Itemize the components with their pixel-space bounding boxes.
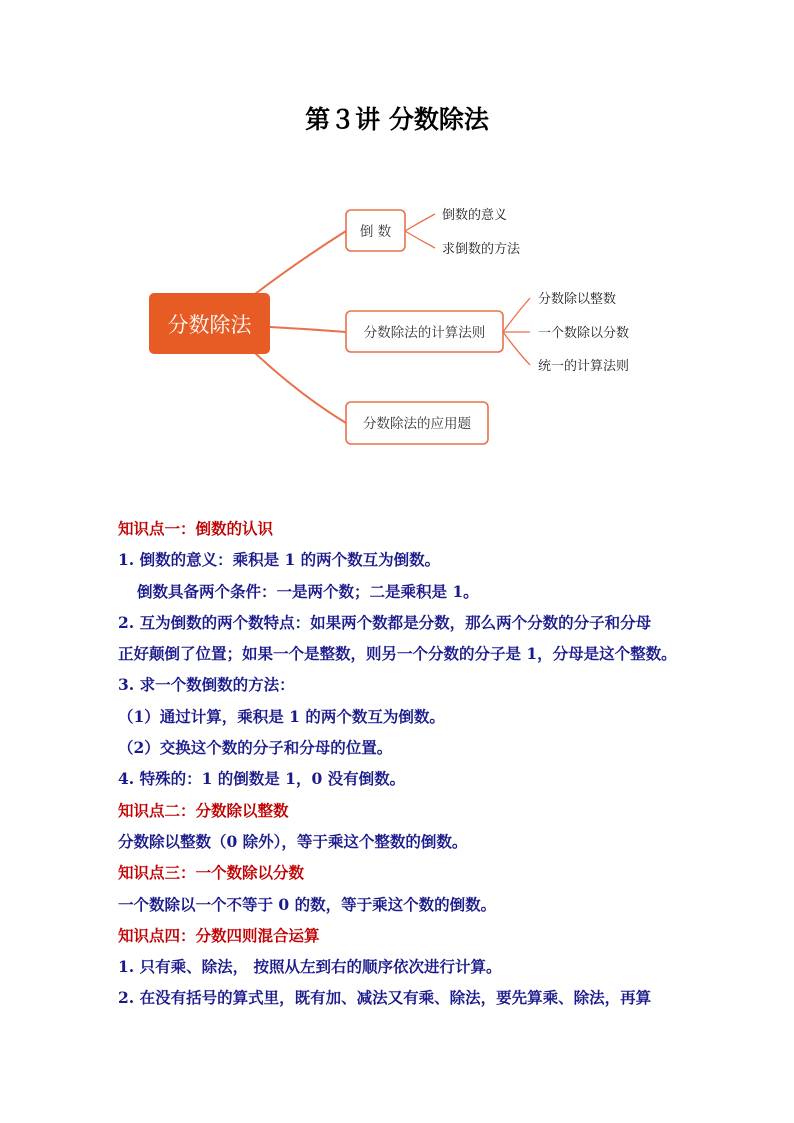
- connector-root-branch-3: [255, 353, 346, 423]
- section-heading: 知识点一：倒数的认识: [118, 519, 274, 538]
- branch-node-1-label: 倒 数: [359, 224, 392, 240]
- text-line: 正好颠倒了位置；如果一个是整数，则另一个分数的分子是 1，分母是这个整数。: [118, 644, 677, 664]
- page-title: 第３讲 分数除法: [305, 105, 489, 134]
- section-heading: 知识点二：分数除以整数: [118, 800, 289, 820]
- root-node-label: 分数除法: [167, 313, 252, 337]
- text-line: 1. 只有乘、除法， 按照从左到右的顺序依次进行计算。: [118, 957, 502, 977]
- text-line: 倒数具备两个条件：一是两个数；二是乘积是 1。: [137, 581, 479, 601]
- text-line: 3. 求一个数倒数的方法：: [118, 675, 295, 695]
- connector-root-branch-1: [255, 231, 346, 294]
- connector-branch-1-leaf-2: [405, 231, 435, 248]
- notes-body: [118, 513, 688, 1014]
- section-heading: 知识点四：分数四则混合运算: [118, 925, 320, 945]
- leaf-label: 统一的计算法则: [538, 359, 630, 374]
- text-line: （1）通过计算，乘积是 1 的两个数互为倒数。: [118, 706, 445, 726]
- text-line: 1. 倒数的意义：乘积是 1 的两个数互为倒数。: [118, 550, 441, 570]
- leaf-label: 一个数除以分数: [538, 326, 630, 341]
- text-line: 4. 特殊的：1 的倒数是 1，0 没有倒数。: [118, 769, 406, 789]
- text-line: （2）交换这个数的分子和分母的位置。: [118, 738, 393, 758]
- leaf-label: 求倒数的方法: [442, 242, 521, 257]
- leaf-label: 倒数的意义: [442, 208, 508, 223]
- leaf-label: 分数除以整数: [538, 292, 617, 307]
- connector-branch-2-leaf-3: [503, 332, 530, 365]
- text-line: 一个数除以一个不等于 0 的数，等于乘这个数的倒数。: [118, 894, 497, 914]
- branch-node-3-label: 分数除法的应用题: [363, 416, 471, 432]
- connector-branch-2-leaf-1: [503, 298, 530, 332]
- text-line: 分数除以整数（0 除外），等于乘这个整数的倒数。: [118, 831, 468, 851]
- mind-map: [0, 0, 794, 480]
- text-line: 2. 互为倒数的两个数特点：如果两个数都是分数，那么两个分数的分子和分母: [118, 612, 652, 632]
- text-line: 2. 在没有括号的算式里，既有加、减法又有乘、除法，要先算乘、除法，再算: [118, 988, 652, 1008]
- branch-node-2-label: 分数除法的计算法则: [363, 325, 486, 341]
- section-heading: 知识点三：一个数除以分数: [118, 863, 305, 883]
- connector-branch-1-leaf-1: [405, 214, 435, 231]
- connector-root-branch-2: [270, 327, 346, 332]
